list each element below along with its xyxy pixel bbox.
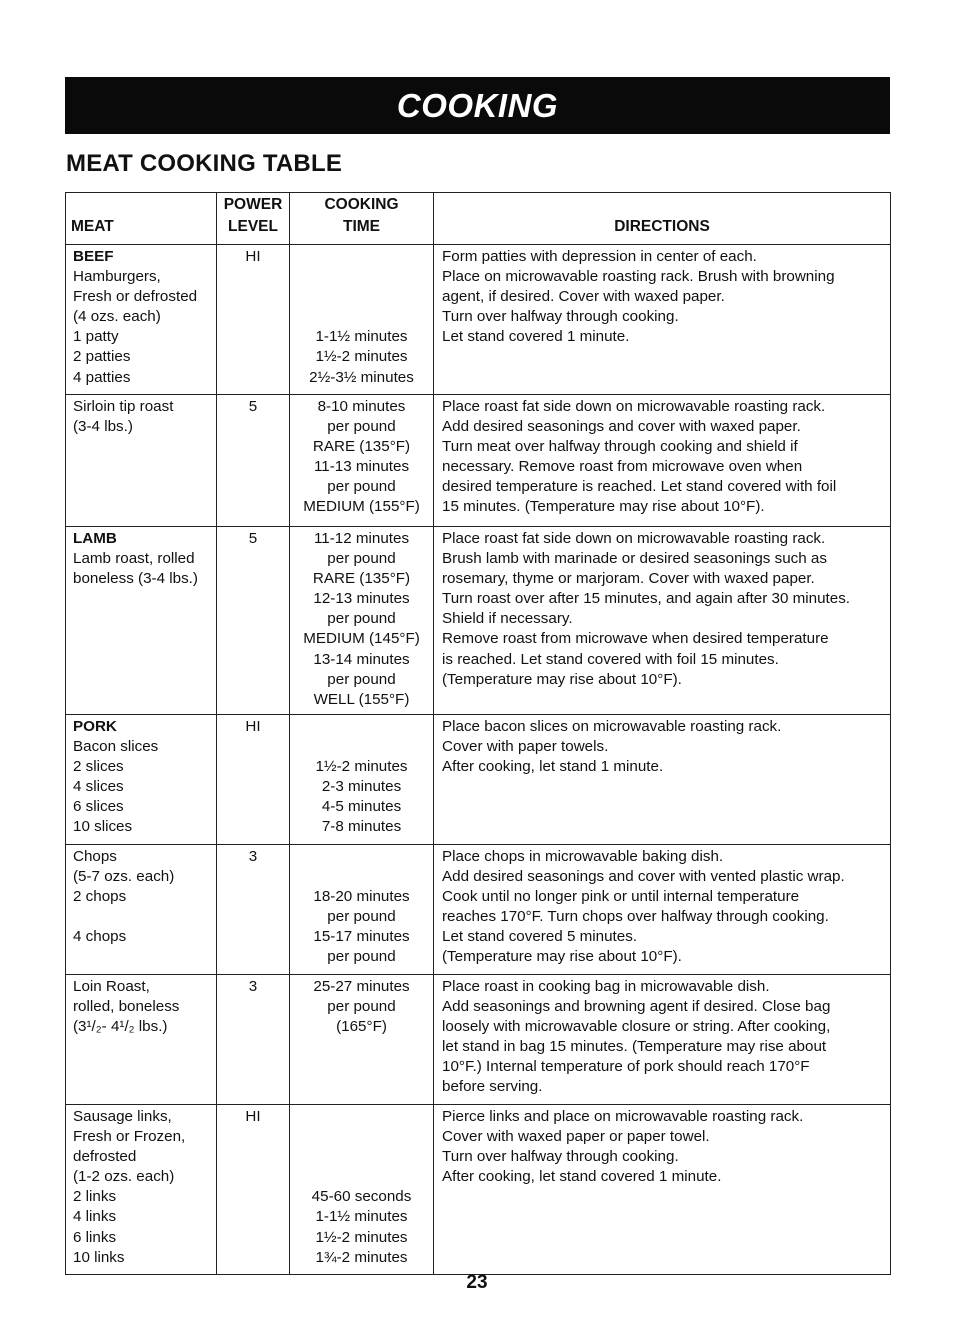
meat-line: (5-7 ozs. each): [73, 868, 175, 886]
meat-line: Sausage links,: [73, 1108, 172, 1125]
meat-line: Sirloin tip roast: [73, 398, 174, 415]
table-row: [66, 1105, 891, 1275]
directions-line: Place on microwavable roasting rack. Brush with browning: [442, 268, 835, 286]
directions-line: Cover with waxed paper or paper towel.: [442, 1128, 710, 1146]
cooking-time-line: 45-60 seconds: [311, 1188, 412, 1206]
directions-line: loosely with microwavable closure or string. After cooking,: [442, 1018, 831, 1036]
blank-line: [290, 1127, 433, 1147]
cooking-time-line: 1-1½ minutes: [315, 328, 408, 346]
table-row: [66, 395, 891, 527]
power-level-value: 5: [248, 398, 258, 415]
power-level-cell: [217, 975, 290, 1105]
cooking-time-line: per pound: [327, 418, 396, 436]
directions-line: is reached. Let stand covered with foil 15 minutes.: [442, 650, 779, 668]
meat-cell: [66, 715, 217, 845]
cooking-time-line: 1¾-2 minutes: [315, 1248, 408, 1266]
blank-line: [290, 867, 433, 887]
cooking-time-cell: [290, 715, 434, 845]
meat-line: (1-2 ozs. each): [73, 1168, 175, 1186]
cooking-time-line: 4-5 minutes: [321, 798, 402, 816]
directions-line: Turn roast over after 15 minutes, and again after 30 minutes.: [442, 590, 851, 608]
directions-line: necessary. Remove roast from microwave oven when: [442, 458, 803, 476]
directions-line: Add desired seasonings and cover with vented plastic wrap.: [442, 868, 845, 886]
directions-line: let stand in bag 15 minutes. (Temperature may rise about: [442, 1038, 827, 1056]
cooking-time-line: 12-13 minutes: [313, 590, 410, 608]
header-power-level: [217, 193, 290, 245]
meat-cell: [66, 527, 217, 715]
cooking-time-line: per pound: [327, 908, 396, 926]
meat-cell: [66, 975, 217, 1105]
cooking-time-line: 25-27 minutes: [313, 978, 410, 995]
meat-cooking-table: [65, 192, 891, 1275]
directions-line: (Temperature may rise about 10°F).: [442, 670, 682, 688]
meat-line: 4 slices: [73, 778, 124, 796]
cooking-time-line: 18-20 minutes: [313, 888, 410, 906]
meat-line: Hamburgers,: [73, 268, 161, 286]
header-directions: DIRECTIONS: [434, 193, 891, 245]
directions-line: Cover with paper towels.: [442, 738, 609, 756]
meat-line: 1 patty: [73, 328, 119, 346]
directions-line: reaches 170°F. Turn chops over halfway through cooking.: [442, 908, 829, 926]
cooking-time-cell: [290, 845, 434, 975]
meat-category: BEEF: [73, 248, 114, 265]
blank-line: [290, 737, 433, 757]
meat-line: 2 chops: [73, 888, 127, 906]
cooking-time-line: per pound: [327, 670, 396, 688]
meat-cell: [66, 845, 217, 975]
header-cooking-time: [290, 193, 434, 245]
directions-line: (Temperature may rise about 10°F).: [442, 948, 682, 966]
blank-line: [290, 247, 433, 267]
cooking-time-cell: [290, 395, 434, 527]
cooking-time-line: 8-10 minutes: [317, 398, 406, 415]
cooking-time-line: 1½-2 minutes: [315, 348, 408, 366]
directions-line: Turn over halfway through cooking.: [442, 308, 679, 326]
directions-line: Let stand covered 1 minute.: [442, 328, 630, 346]
table-row: [66, 715, 891, 845]
directions-line: before serving.: [442, 1078, 543, 1096]
cooking-time-line: per pound: [327, 948, 396, 966]
power-level-cell: [217, 715, 290, 845]
cooking-time-line: 2½-3½ minutes: [309, 368, 414, 386]
directions-cell: [434, 1105, 891, 1275]
directions-cell: [434, 715, 891, 845]
directions-line: Place roast fat side down on microwavable roasting rack.: [442, 530, 826, 547]
chapter-banner: [65, 77, 890, 134]
blank-line: [290, 1147, 433, 1167]
meat-line: Lamb roast, rolled: [73, 550, 195, 568]
blank-line: [290, 1107, 433, 1127]
blank-line: [290, 717, 433, 737]
cooking-time-line: per pound: [327, 610, 396, 628]
directions-cell: [434, 527, 891, 715]
meat-line: 2 patties: [73, 348, 131, 366]
meat-line: 10 links: [73, 1248, 125, 1266]
directions-line: Place roast fat side down on microwavable roasting rack.: [442, 398, 826, 415]
directions-line: Add seasonings and browning agent if desired. Close bag: [442, 998, 831, 1016]
meat-line: 4 links: [73, 1208, 117, 1226]
directions-line: Form patties with depression in center of each.: [442, 248, 757, 265]
meat-category: PORK: [73, 718, 117, 735]
cooking-time-line: 1½-2 minutes: [315, 758, 408, 776]
power-level-cell: [217, 1105, 290, 1275]
meat-line: Fresh or Frozen,: [73, 1128, 186, 1146]
table-row: [66, 975, 891, 1105]
cooking-time-line: RARE (135°F): [312, 438, 411, 456]
directions-line: Place roast in cooking bag in microwavable dish.: [442, 978, 770, 995]
blank-line: [290, 267, 433, 287]
cooking-time-line: per pound: [327, 478, 396, 496]
power-level-cell: [217, 527, 290, 715]
meat-line: defrosted: [73, 1148, 137, 1166]
power-level-value: HI: [245, 248, 261, 265]
directions-line: agent, if desired. Cover with waxed paper.: [442, 288, 725, 306]
cooking-time-line: 7-8 minutes: [321, 818, 402, 836]
meat-line: Chops: [73, 848, 117, 865]
blank-line: [290, 1167, 433, 1187]
blank-line: [290, 847, 433, 867]
meat-line: 4 chops: [73, 928, 127, 946]
cooking-time-line: 1-1½ minutes: [315, 1208, 408, 1226]
header-row: [66, 193, 891, 245]
table-row: [66, 845, 891, 975]
meat-cell: [66, 395, 217, 527]
directions-line: Place chops in microwavable baking dish.: [442, 848, 724, 865]
meat-line: 10 slices: [73, 818, 133, 836]
directions-line: Let stand covered 5 minutes.: [442, 928, 638, 946]
power-level-value: HI: [245, 1108, 261, 1125]
power-level-value: 3: [248, 848, 258, 865]
blank-line: [290, 307, 433, 327]
meat-line: (3-4 lbs.): [73, 418, 133, 436]
cooking-time-line: 13-14 minutes: [313, 650, 410, 668]
cooking-time-line: 11-13 minutes: [313, 458, 410, 476]
directions-line: Shield if necessary.: [442, 610, 573, 628]
power-level-cell: [217, 395, 290, 527]
directions-line: Add desired seasonings and cover with waxed paper.: [442, 418, 801, 436]
directions-line: 15 minutes. (Temperature may rise about 10°F).: [442, 498, 765, 516]
directions-line: After cooking, let stand covered 1 minute.: [442, 1168, 722, 1186]
header-meat: MEAT: [66, 193, 217, 245]
meat-line: (3¹/₂- 4¹/₂ lbs.): [73, 1018, 168, 1036]
chapter-title: COOKING: [396, 87, 559, 124]
directions-line: After cooking, let stand 1 minute.: [442, 758, 664, 776]
power-level-value: 3: [248, 978, 258, 995]
blank-line: [73, 907, 216, 927]
directions-line: Pierce links and place on microwavable roasting rack.: [442, 1108, 804, 1125]
directions-line: Brush lamb with marinade or desired seasonings such as: [442, 550, 827, 568]
directions-line: Place bacon slices on microwavable roasting rack.: [442, 718, 782, 735]
directions-line: Remove roast from microwave when desired temperature: [442, 630, 829, 648]
cooking-time-line: 1½-2 minutes: [315, 1228, 408, 1246]
header-power-line1: POWER: [223, 196, 283, 213]
directions-line: Turn meat over halfway through cooking and shield if: [442, 438, 798, 456]
cooking-time-line: MEDIUM (145°F): [303, 630, 420, 648]
cooking-time-line: per pound: [327, 550, 396, 568]
directions-cell: [434, 975, 891, 1105]
cooking-time-line: (165°F): [336, 1018, 387, 1036]
directions-line: desired temperature is reached. Let stand covered with foil: [442, 478, 837, 496]
cooking-time-cell: [290, 527, 434, 715]
table-row: [66, 527, 891, 715]
meat-line: Loin Roast,: [73, 978, 150, 995]
directions-cell: [434, 395, 891, 527]
cooking-time-line: RARE (135°F): [312, 570, 411, 588]
cooking-time-line: WELL (155°F): [313, 690, 410, 708]
meat-line: Fresh or defrosted: [73, 288, 198, 306]
directions-line: rosemary, thyme or marjoram. Cover with waxed paper.: [442, 570, 815, 588]
meat-line: 2 slices: [73, 758, 124, 776]
cooking-time-cell: [290, 245, 434, 395]
meat-line: boneless (3-4 lbs.): [73, 570, 198, 588]
header-power-line2: LEVEL: [228, 218, 278, 235]
power-level-cell: [217, 845, 290, 975]
meat-line: Bacon slices: [73, 738, 159, 756]
meat-cell: [66, 1105, 217, 1275]
meat-cell: [66, 245, 217, 395]
meat-line: 2 links: [73, 1188, 117, 1206]
header-time-line1: COOKING: [324, 196, 399, 213]
meat-line: rolled, boneless: [73, 998, 180, 1016]
directions-cell: [434, 845, 891, 975]
meat-category: LAMB: [73, 530, 117, 547]
section-title: MEAT COOKING TABLE: [66, 150, 343, 177]
meat-line: (4 ozs. each): [73, 308, 161, 326]
table-body: [66, 245, 891, 1275]
cooking-time-line: MEDIUM (155°F): [303, 498, 420, 516]
directions-line: Cook until no longer pink or until internal temperature: [442, 888, 800, 906]
meat-line: 6 links: [73, 1228, 117, 1246]
power-level-value: 5: [248, 530, 258, 547]
meat-line: 6 slices: [73, 798, 124, 816]
power-level-cell: [217, 245, 290, 395]
page-number: 23: [466, 1272, 488, 1293]
header-time-line2: TIME: [342, 218, 381, 235]
directions-line: 10°F.) Internal temperature of pork should reach 170°F: [442, 1058, 810, 1076]
meat-line: 4 patties: [73, 368, 131, 386]
blank-line: [290, 287, 433, 307]
directions-line: Turn over halfway through cooking.: [442, 1148, 679, 1166]
cooking-time-cell: [290, 975, 434, 1105]
table-row: [66, 245, 891, 395]
cooking-time-line: 11-12 minutes: [313, 530, 410, 547]
directions-cell: [434, 245, 891, 395]
cooking-time-cell: [290, 1105, 434, 1275]
cooking-time-line: per pound: [327, 998, 396, 1016]
cooking-time-line: 15-17 minutes: [313, 928, 410, 946]
cooking-time-line: 2-3 minutes: [321, 778, 402, 796]
power-level-value: HI: [245, 718, 261, 735]
